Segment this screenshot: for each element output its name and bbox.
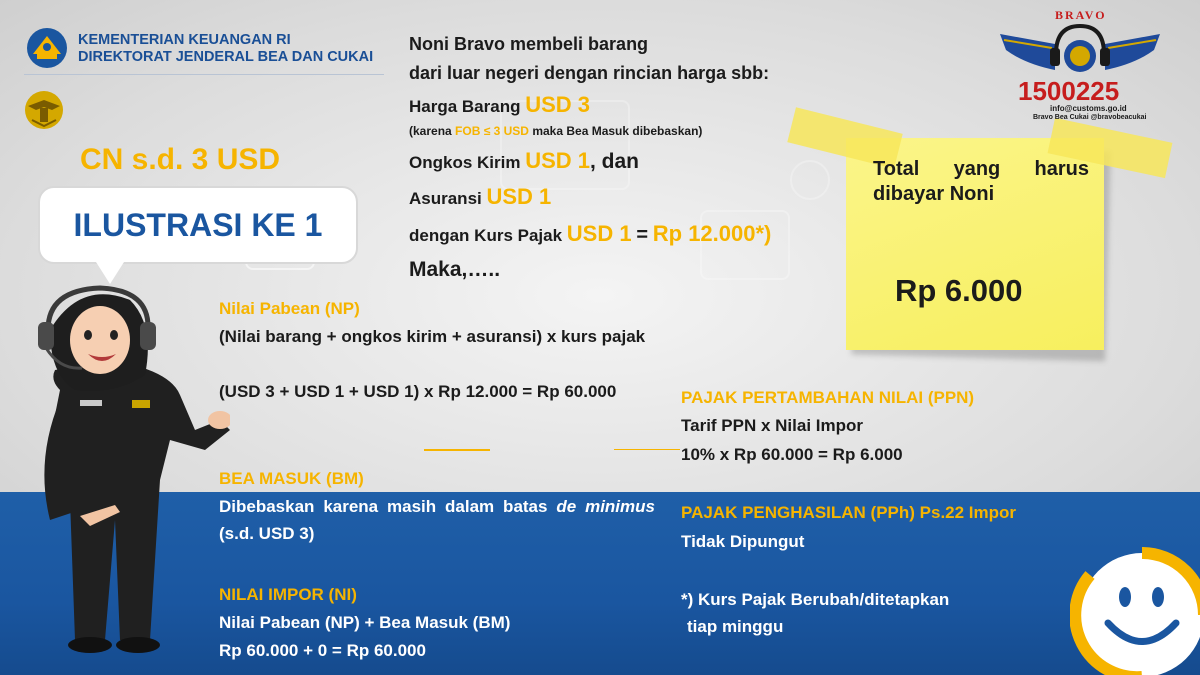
asuransi-label: Asuransi [409,189,482,208]
pph-title: PAJAK PENGHASILAN (PPh) Ps.22 Impor [681,503,1017,522]
ppn-calculation: 10% x Rp 60.000 = Rp 6.000 [681,445,903,464]
bravo-social [1033,114,1146,121]
np-calculation: (USD 3 + USD 1 + USD 1) x Rp 12.000 = Rp 60.000 [219,382,617,401]
bravo-social-1: Bravo Bea Cukai [1033,114,1089,121]
kurs-equals: = [636,224,649,246]
fob-note-post: maka Bea Masuk dibebaskan) [532,124,703,138]
headset-icon [1000,20,1160,82]
org-line-1: KEMENTERIAN KEUANGAN RI [78,32,291,48]
harga-label: Harga Barang [409,97,521,116]
bm-text-pre: Dibebaskan karena masih dalam batas [219,497,548,516]
ppn-title: PAJAK PERTAMBAHAN NILAI (PPN) [681,388,975,407]
illustration-title: ILUSTRASI KE 1 [73,206,323,243]
kurs-value-rp: Rp 12.000*) [652,221,772,246]
footnote-line-1: *) Kurs Pajak Berubah/ditetapkan [681,590,950,609]
bravo-label: BRAVO [1055,8,1107,22]
fob-note-highlight: FOB ≤ 3 USD [455,124,529,138]
intro-line-2: dari luar negeri dengan rincian harga sbb: [409,63,770,83]
decor-frame [790,160,830,200]
smiley-icon [1070,535,1200,675]
bravo-number: 1500225 [1018,76,1120,106]
asuransi-value: USD 1 [486,184,552,209]
bravo-social-2: @bravobeacukai [1090,114,1147,121]
fob-note [409,124,702,138]
organization-name [78,32,373,66]
ongkos-dan: , dan [590,150,640,173]
intro-line-1: Noni Bravo membeli barang [409,34,649,54]
note-title: Total yang harus [873,158,1089,180]
pph-text: Tidak Dipungut [681,532,805,551]
np-title: Nilai Pabean (NP) [219,299,360,318]
ni-calculation: Rp 60.000 + 0 = Rp 60.000 [219,641,426,660]
character-illustration [20,280,230,660]
ppn-formula: Tarif PPN x Nilai Impor [681,416,864,435]
kurs-row [409,221,771,247]
note-amount: Rp 6.000 [895,273,1023,308]
org-line-2: DIREKTORAT JENDERAL BEA DAN CUKAI [78,49,374,65]
footnote-line-2: tiap minggu [687,617,784,636]
separator-left [424,449,490,451]
bm-text-post: (s.d. USD 3) [219,524,315,543]
bm-text [219,493,655,547]
bm-title: BEA MASUK (BM) [219,469,364,488]
ni-title: NILAI IMPOR (NI) [219,585,357,604]
customs-logo-icon [22,88,66,132]
separator-right [614,449,680,450]
harga-row [409,92,590,118]
bm-text-italic: de minimus [556,497,655,516]
ongkos-label: Ongkos Kirim [409,153,521,172]
bravo-logo [1000,8,1160,126]
ongkos-row [409,148,639,174]
note-subtitle: dibayar Noni [873,183,995,205]
harga-value: USD 3 [525,92,591,117]
emblem-icon [24,26,70,70]
ni-formula: Nilai Pabean (NP) + Bea Masuk (BM) [219,613,511,632]
category-title: CN s.d. 3 USD [80,143,281,176]
header-divider [24,74,384,75]
fob-note-pre: (karena [409,124,452,138]
kurs-value-usd: USD 1 [566,221,632,246]
np-formula: (Nilai barang + ongkos kirim + asuransi) x kurs pajak [219,327,646,346]
ongkos-value: USD 1 [525,148,590,173]
bravo-email: info@customs.go.id [1050,104,1127,113]
maka-text: Maka,….. [409,258,501,281]
asuransi-row [409,184,551,210]
kurs-label: dengan Kurs Pajak [409,226,563,245]
